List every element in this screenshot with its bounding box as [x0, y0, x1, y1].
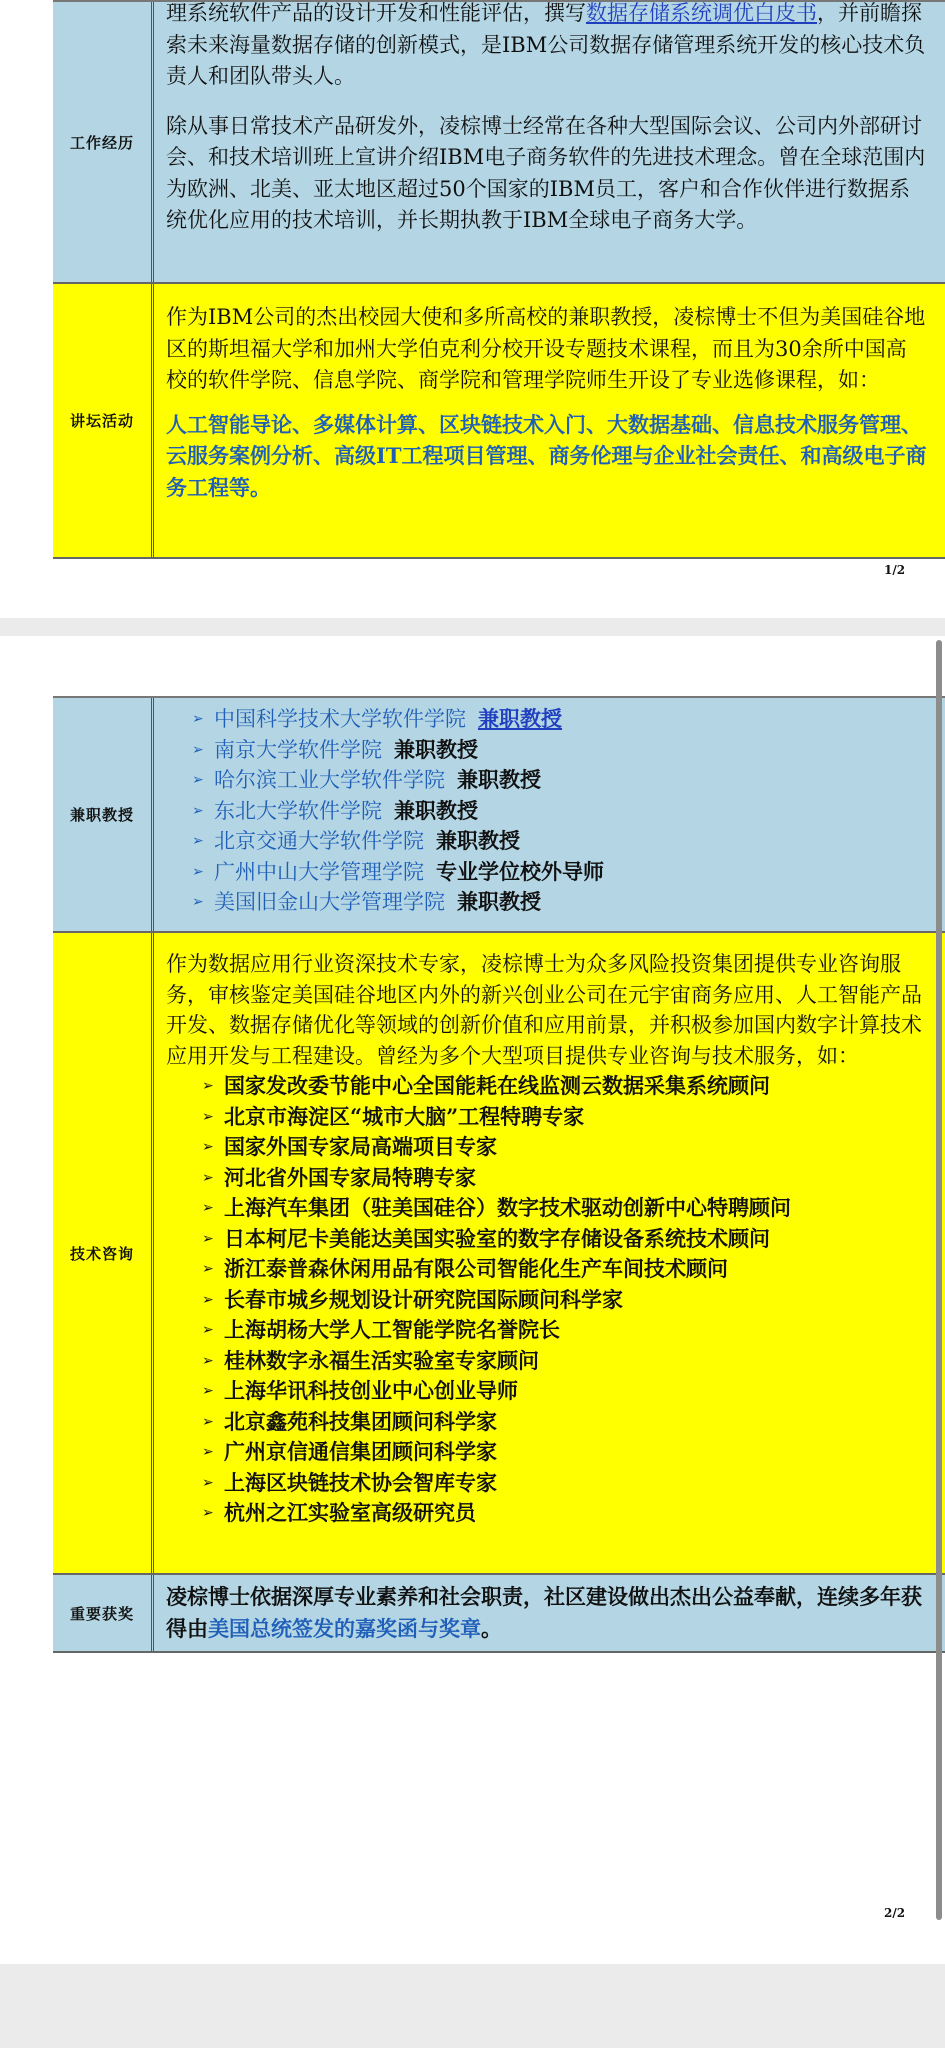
- document-page-2: [0, 636, 945, 1964]
- consult-item-text: 上海汽车集团（驻美国硅谷）数字技术驱动创新中心特聘顾问: [224, 1195, 791, 1220]
- consult-item-text: 浙江泰普森休闲用品有限公司智能化生产车间技术顾问: [224, 1256, 728, 1281]
- page-number-1: 1/2: [884, 563, 906, 577]
- arrow-bullet-icon: ➢: [192, 711, 204, 727]
- arrow-bullet-icon: ➢: [192, 741, 204, 758]
- arrow-bullet-icon: ➢: [202, 1474, 214, 1491]
- label-awards: 重要获奖: [53, 1575, 154, 1651]
- row-lectures: [53, 284, 945, 559]
- resume-table-1: [53, 0, 945, 559]
- lecture-paragraph: 作为IBM公司的杰出校园大使和多所高校的兼职教授，凌棕博士不但为美国硅谷地区的斯坦福大学和加州大学伯克利分校开设专题技术课程，而且为30余所中国高校的软件学院、信息学院、商学院和管理学院师生开设了专业选修课程，如：: [166, 305, 926, 392]
- consult-item-text: 河北省外国专家局特聘专家: [224, 1164, 476, 1190]
- professor-org: 广州中山大学管理学院: [214, 859, 424, 884]
- professor-role: 兼职教授: [457, 889, 541, 914]
- consult-item: [202, 1224, 927, 1255]
- professor-item: [192, 826, 927, 857]
- professor-role: 兼职教授: [394, 797, 478, 823]
- lecture-content: [154, 284, 945, 557]
- consult-item: [202, 1437, 927, 1468]
- consult-item: [202, 1346, 927, 1377]
- professor-role[interactable]: 兼职教授: [478, 706, 562, 731]
- professor-item: [192, 704, 927, 735]
- arrow-bullet-icon: ➢: [202, 1169, 214, 1186]
- row-awards: [53, 1575, 945, 1653]
- consult-item-text: 桂林数字永福生活实验室专家顾问: [224, 1347, 539, 1373]
- consult-item: [202, 1407, 927, 1438]
- consult-item: [202, 1193, 927, 1224]
- consult-item-text: 北京市海淀区“城市大脑”工程特聘专家: [224, 1103, 585, 1129]
- row-work-experience: [53, 2, 945, 284]
- professor-item: [192, 796, 927, 827]
- consult-item-text: 上海华讯科技创业中心创业导师: [224, 1378, 518, 1403]
- consult-item: [202, 1376, 927, 1407]
- arrow-bullet-icon: ➢: [192, 833, 204, 849]
- consult-item: [202, 1254, 927, 1285]
- professor-role: 专业学位校外导师: [436, 858, 604, 884]
- professor-org: 北京交通大学软件学院: [214, 829, 424, 853]
- page-number-2: 2/2: [884, 1906, 906, 1920]
- consult-item: [202, 1102, 927, 1133]
- arrow-bullet-icon: ➢: [202, 1078, 214, 1094]
- arrow-bullet-icon: ➢: [202, 1413, 214, 1430]
- resume-table-2: [53, 696, 945, 1653]
- label-work-experience: 工作经历: [53, 2, 154, 282]
- consult-item-text: 国家外国专家局高端项目专家: [224, 1134, 497, 1159]
- consult-list: [166, 1071, 927, 1529]
- consult-item: [202, 1468, 927, 1499]
- professor-item: [192, 857, 927, 888]
- arrow-bullet-icon: ➢: [192, 802, 204, 819]
- work-content: [154, 2, 945, 282]
- professor-org: 哈尔滨工业大学软件学院: [214, 768, 445, 792]
- label-lectures: 讲坛活动: [53, 284, 154, 557]
- row-adjunct-professor: [53, 698, 945, 933]
- consult-content: [154, 933, 945, 1573]
- arrow-bullet-icon: ➢: [202, 1291, 214, 1308]
- consult-item: [202, 1315, 927, 1346]
- consult-item-text: 日本柯尼卡美能达美国实验室的数字存储设备系统技术顾问: [224, 1225, 770, 1251]
- page-gap-bottom: [0, 1964, 945, 2048]
- consult-item-text: 长春市城乡规划设计研究院国际顾问科学家: [224, 1286, 623, 1312]
- document-page-1: [0, 0, 945, 618]
- professor-role: 兼职教授: [394, 736, 478, 762]
- arrow-bullet-icon: ➢: [192, 863, 204, 880]
- professor-org: 中国科学技术大学软件学院: [214, 707, 466, 731]
- consult-item: [202, 1071, 927, 1102]
- arrow-bullet-icon: ➢: [192, 772, 204, 788]
- consult-item-text: 国家发改委节能中心全国能耗在线监测云数据采集系统顾问: [224, 1073, 770, 1098]
- consult-item: [202, 1163, 927, 1194]
- consult-item-text: 上海区块链技术协会智库专家: [224, 1469, 497, 1495]
- consult-item-text: 上海胡杨大学人工智能学院名誉院长: [224, 1317, 560, 1342]
- professor-org: 美国旧金山大学管理学院: [214, 890, 445, 914]
- professor-role: 兼职教授: [457, 767, 541, 792]
- row-tech-consulting: [53, 933, 945, 1575]
- arrow-bullet-icon: ➢: [202, 1200, 214, 1216]
- page-gap: [0, 618, 945, 636]
- award-content: 凌棕博士依据深厚专业素养和社会职责，社区建设做出杰出公益奉献，连续多年获得由美国总统签发的嘉奖函与奖章。: [166, 1584, 922, 1641]
- arrow-bullet-icon: ➢: [202, 1444, 214, 1460]
- professor-list: [192, 704, 927, 918]
- consult-item-text: 杭州之江实验室高级研究员: [224, 1500, 476, 1525]
- scrollbar[interactable]: [936, 640, 942, 1920]
- consult-item-text: 广州京信通信集团顾问科学家: [224, 1439, 497, 1464]
- professor-org: 东北大学软件学院: [214, 798, 382, 823]
- arrow-bullet-icon: ➢: [202, 1261, 214, 1277]
- consult-item: [202, 1132, 927, 1163]
- award-highlight: 美国总统签发的嘉奖函与奖章: [208, 1615, 481, 1641]
- consult-item: [202, 1285, 927, 1316]
- professor-item: [192, 887, 927, 918]
- work-paragraph-2: 除从事日常技术产品研发外，凌棕博士经常在各种大型国际会议、公司内外部研讨会、和技术培训班上宣讲介绍IBM电子商务软件的先进技术理念。曾在全球范围内为欧洲、北美、亚太地区超过50个国家的IBM员工，客户和合作伙伴进行数据系统优化应用的技术培训，并长期执教于IBM全球电子商务大学。: [166, 113, 926, 232]
- label-adjunct-professor: 兼职教授: [53, 698, 154, 931]
- arrow-bullet-icon: ➢: [202, 1108, 214, 1125]
- arrow-bullet-icon: ➢: [192, 894, 204, 910]
- arrow-bullet-icon: ➢: [202, 1230, 214, 1247]
- professor-item: [192, 735, 927, 766]
- consult-item: [202, 1498, 927, 1529]
- work-paragraph-1: 理系统软件产品的设计开发和性能评估，撰写数据存储系统调优白皮书，并前瞻探索未来海量数据存储的创新模式，是IBM公司数据存储管理系统开发的核心技术负责人和团队带头人。: [166, 1, 926, 88]
- professor-role: 兼职教授: [436, 828, 520, 853]
- arrow-bullet-icon: ➢: [202, 1383, 214, 1399]
- arrow-bullet-icon: ➢: [202, 1139, 214, 1155]
- course-list: 人工智能导论、多媒体计算、区块链技术入门、大数据基础、信息技术服务管理、云服务案例分析、高级IT工程项目管理、商务伦理与企业社会责任、和高级电子商务工程等。: [166, 411, 927, 500]
- whitepaper-link[interactable]: 数据存储系统调优白皮书: [586, 1, 817, 25]
- consult-intro: 作为数据应用行业资深技术专家，凌棕博士为众多风险投资集团提供专业咨询服务，审核鉴定美国硅谷地区内外的新兴创业公司在元宇宙商务应用、人工智能产品开发、数据存储优化等领域的创新价值和应用前景，并积极参加国内数字计算技术应用开发与工程建设。曾经为多个大型项目提供专业咨询与技术服务，如：: [166, 952, 922, 1068]
- label-tech-consulting: 技术咨询: [53, 933, 154, 1573]
- professor-content: [154, 698, 945, 931]
- professor-item: [192, 765, 927, 796]
- arrow-bullet-icon: ➢: [202, 1352, 214, 1369]
- arrow-bullet-icon: ➢: [202, 1505, 214, 1521]
- professor-org: 南京大学软件学院: [214, 737, 382, 762]
- consult-item-text: 北京鑫苑科技集团顾问科学家: [224, 1408, 497, 1434]
- arrow-bullet-icon: ➢: [202, 1322, 214, 1338]
